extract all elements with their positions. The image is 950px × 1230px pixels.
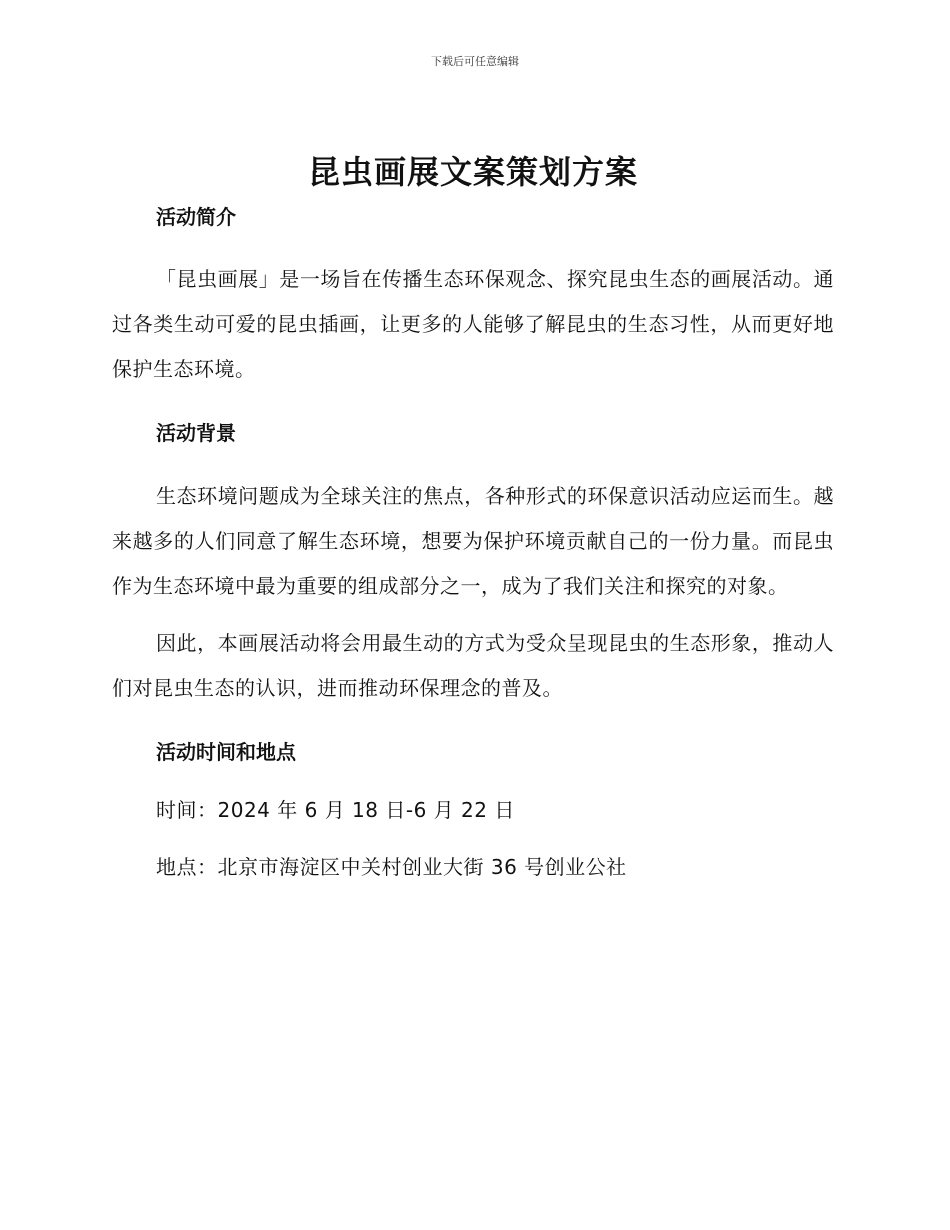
section-heading-time-place: 活动时间和地点 — [156, 740, 296, 764]
document-title: 昆虫画展文案策划方案 — [307, 153, 638, 191]
section-heading-background: 活动背景 — [156, 421, 236, 445]
event-time-line: 时间：2024 年 6 月 18 日-6 月 22 日 — [156, 798, 515, 822]
paragraph-intro: 「昆虫画展」是一场旨在传播生态环保观念、探究昆虫生态的画展活动。通过各类生动可爱的昆虫插画，让更多的人能够了解昆虫的生态习性，从而更好地保护生态环境。 — [112, 267, 834, 381]
paragraph-background-2: 因此，本画展活动将会用最生动的方式为受众呈现昆虫的生态形象，推动人们对昆虫生态的认识，进而推动环保理念的普及。 — [112, 631, 834, 700]
document-body — [112, 148, 834, 882]
paragraph-background-1: 生态环境问题成为全球关注的焦点，各种形式的环保意识活动应运而生。越来越多的人们同意了解生态环境，想要为保护环境贡献自己的一份力量。而昆虫作为生态环境中最为重要的组成部分之一，成为了我们关注和探究的对象。 — [112, 484, 834, 598]
page-header-note: 下载后可任意编辑 — [431, 55, 519, 68]
event-location-line: 地点：北京市海淀区中关村创业大街 36 号创业公社 — [156, 855, 627, 879]
section-heading-intro: 活动简介 — [156, 205, 236, 229]
